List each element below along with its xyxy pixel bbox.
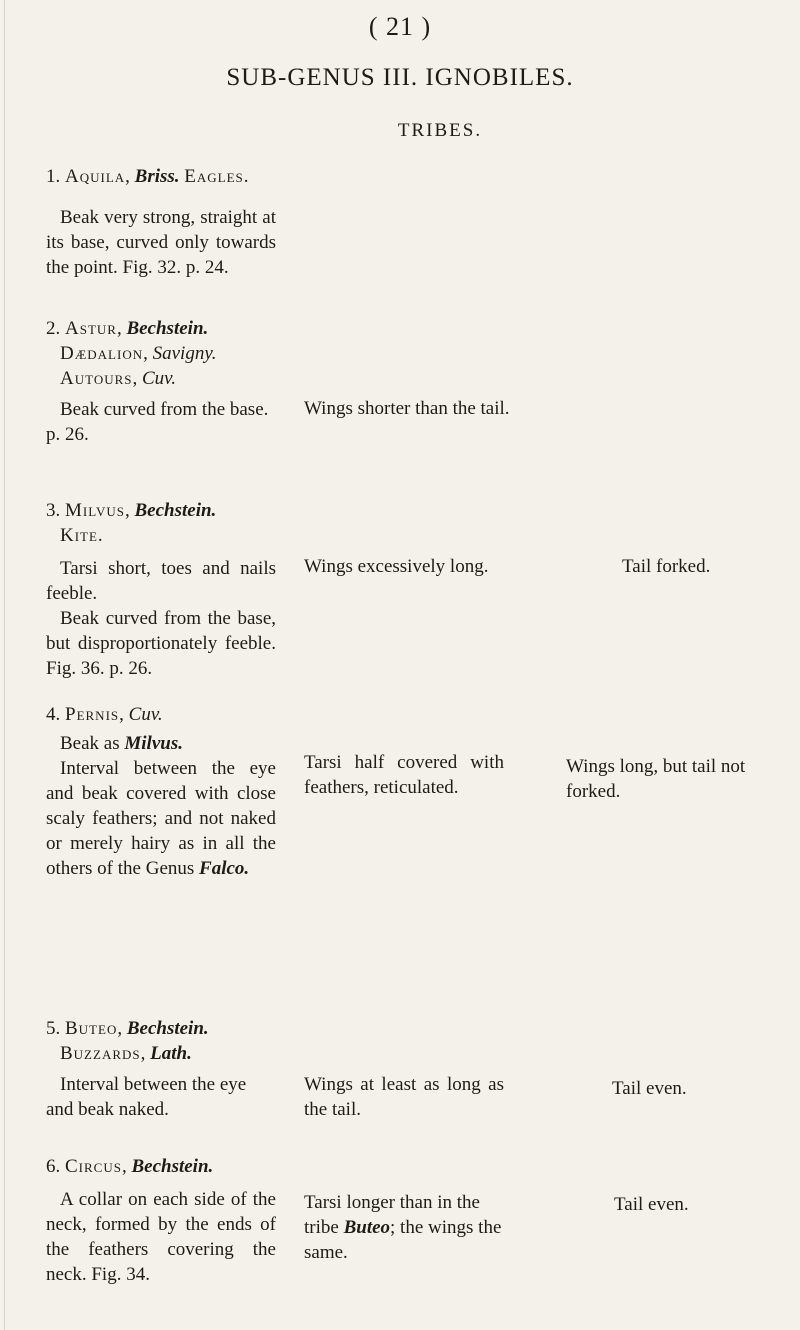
- page-number: ( 21 ): [368, 12, 432, 41]
- tribe-description: Tarsi short, toes and nails feeble.: [46, 558, 276, 604]
- tribe-author: Bechstein.: [126, 1018, 209, 1039]
- tribe-circus-title: 6. Circus, Bechstein.: [46, 1156, 214, 1177]
- tribe-name: Circus: [65, 1156, 122, 1177]
- tribe-number: 3.: [46, 500, 61, 521]
- tribe-description: A collar on each side of the neck, formed by the ends of the feathers covering the neck. Fig. 34.: [46, 1189, 276, 1285]
- tribe-description: Interval between the eye and beak naked.: [46, 1074, 247, 1120]
- tribe-common-name: Kite.: [60, 525, 104, 546]
- tribe-astur: [46, 316, 276, 447]
- tribe-number: 4.: [46, 704, 61, 725]
- tribe-buteo-tail: Tail even.: [612, 1078, 687, 1099]
- tribe-pernis: [46, 702, 276, 881]
- tribe-name: Aquila: [65, 166, 126, 187]
- tribe-author: Cuv.: [128, 704, 163, 725]
- tribe-name: Milvus: [65, 500, 125, 521]
- tribe-synonym: Buzzards, Lath.: [60, 1043, 192, 1064]
- tribe-description: Beak as Milvus.: [60, 733, 183, 754]
- tribe-synonym: Dædalion, Savigny.: [60, 343, 217, 364]
- tribe-milvus-title: 3. Milvus, Bechstein.: [46, 500, 217, 521]
- tribe-description: Beak curved from the base, but disproportionately feeble. Fig. 36. p. 26.: [46, 608, 276, 679]
- tribe-pernis-wings: Wings long, but tail not forked.: [566, 756, 746, 802]
- tribe-buteo: [46, 1016, 276, 1122]
- page-heading: SUB-GENUS III. IGNOBILES.: [226, 64, 574, 91]
- tribe-common-name: Eagles.: [184, 166, 250, 187]
- page-edge-shadow: [4, 0, 5, 1330]
- tribe-description: Beak very strong, straight at its base, curved only towards the point. Fig. 32. p. 24.: [46, 207, 276, 278]
- tribe-name: Astur: [65, 318, 117, 339]
- tribe-number: 1.: [46, 166, 61, 187]
- tribe-name: Pernis: [65, 704, 120, 725]
- tribe-author: Briss.: [134, 166, 180, 187]
- tribe-aquila-title: 1. Aquila, Briss. Eagles.: [46, 166, 250, 187]
- tribe-pernis-tarsi: Tarsi half covered with feathers, reticulated.: [304, 752, 504, 798]
- tribe-astur-wings: Wings shorter than the tail.: [304, 398, 510, 419]
- tribe-circus: [46, 1154, 276, 1287]
- tribe-milvus: [46, 498, 276, 681]
- tribe-synonym: Autours, Cuv.: [60, 368, 176, 389]
- tribe-buteo-wings: Wings at least as long as the tail.: [304, 1074, 504, 1120]
- tribe-aquila: [46, 164, 276, 280]
- tribe-milvus-wings: Wings excessively long.: [304, 556, 489, 577]
- tribe-description: Beak curved from the base. p. 26.: [46, 399, 269, 445]
- tribe-circus-tail: Tail even.: [614, 1194, 689, 1215]
- tribe-author: Bechstein.: [131, 1156, 214, 1177]
- tribe-author: Bechstein.: [134, 500, 217, 521]
- tribes-label: TRIBES.: [397, 120, 483, 141]
- tribe-number: 5.: [46, 1018, 61, 1039]
- tribe-milvus-tail: Tail forked.: [622, 556, 711, 577]
- tribe-astur-title: 2. Astur, Bechstein.: [46, 318, 209, 339]
- tribe-name: Buteo: [65, 1018, 118, 1039]
- tribe-description: Interval between the eye and beak covered with close scaly feathers; and not naked or merely hairy as in all the others of the Genus Falco.: [46, 758, 276, 879]
- tribe-author: Bechstein.: [126, 318, 209, 339]
- tribe-circus-tarsi: Tarsi longer than in the tribe Buteo; the wings the same.: [304, 1192, 502, 1263]
- tribe-number: 6.: [46, 1156, 61, 1177]
- tribe-number: 2.: [46, 318, 61, 339]
- tribe-pernis-title: 4. Pernis, Cuv.: [46, 704, 163, 725]
- tribe-buteo-title: 5. Buteo, Bechstein.: [46, 1018, 209, 1039]
